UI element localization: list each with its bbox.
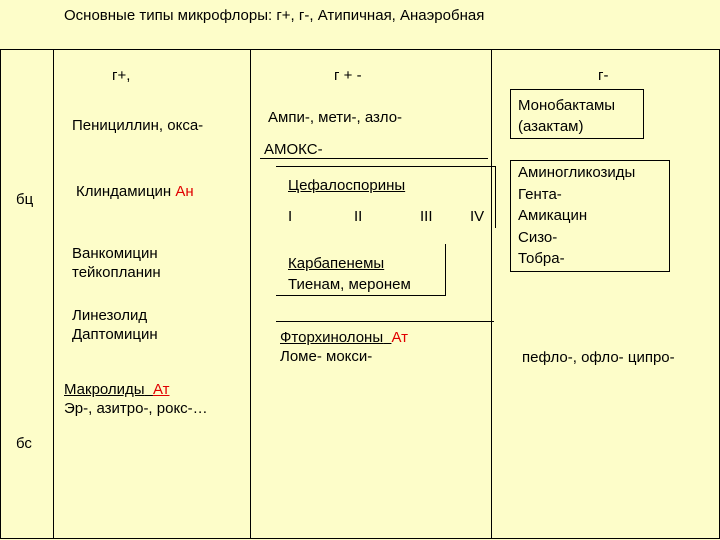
- macrolides-box-edge: [250, 375, 251, 405]
- vancomycin-text: Ванкомицин: [72, 245, 158, 262]
- row-label-divider: [53, 49, 54, 539]
- amikacin-text: Амикацин: [518, 207, 588, 224]
- carbapenems-list: Тиенам, меронем: [288, 276, 411, 293]
- fluoroquinolones-list-2: пефло-, офло- ципро-: [522, 349, 675, 366]
- linezolid-text: Линезолид: [72, 307, 148, 324]
- header-gram-neg: г-: [598, 67, 609, 84]
- page-title: Основные типы микрофлоры: г+, г-, Атипичная, Анаэробная: [64, 7, 485, 24]
- tobramycin-text: Тобра-: [518, 250, 565, 267]
- macrolides-tag: Ат: [152, 381, 170, 398]
- aztreonam-text: (азактам): [518, 118, 584, 135]
- left-border: [0, 49, 1, 539]
- gen-4: IV: [470, 208, 485, 225]
- macrolides-list: Эр-, азитро-, рокс-…: [64, 400, 208, 417]
- amox-text: АМОКС-: [264, 141, 323, 158]
- gen-2: II: [354, 208, 363, 225]
- fluoroquinolones-tag: Ат: [391, 329, 409, 346]
- gen-3: III: [420, 208, 433, 225]
- fluoroquinolones-line: [280, 328, 408, 347]
- row-label-bc: бц: [16, 191, 34, 208]
- gen-1: I: [288, 208, 293, 225]
- macrolides-text: Макролиды: [64, 381, 145, 398]
- daptomycin-text: Даптомицин: [72, 326, 158, 343]
- penicillin-text: Пенициллин, окса-: [72, 117, 204, 134]
- col2-divider: [491, 49, 492, 539]
- bottom-line: [0, 538, 720, 539]
- aminoglycosides-text: Аминогликозиды: [518, 164, 636, 181]
- fluoroquinolones-list: Ломе- мокси-: [280, 348, 373, 365]
- clindamycin-text: Клиндамицин: [76, 183, 176, 200]
- header-gram-pos-neg: г + -: [334, 67, 362, 84]
- cephalosporins-text: Цефалоспорины: [288, 177, 406, 194]
- header-gram-pos: г+,: [112, 67, 131, 84]
- fluoroquinolones-text: Фторхинолоны: [280, 329, 384, 346]
- monobactams-text: Монобактамы: [518, 97, 616, 114]
- clindamycin-line: [76, 182, 194, 201]
- col1-divider: [250, 49, 251, 539]
- sisomicin-text: Сизо-: [518, 229, 558, 246]
- macrolides-box-spacer: [53, 385, 250, 409]
- header-top-line: [0, 49, 720, 50]
- gentamicin-text: Гента-: [518, 186, 562, 203]
- carbapenems-text: Карбапенемы: [288, 255, 385, 272]
- clindamycin-tag: Ан: [175, 183, 194, 200]
- ampi-text: Ампи-, мети-, азло-: [268, 109, 403, 126]
- teicoplanin-text: тейкопланин: [72, 264, 161, 281]
- row-label-bs: бс: [16, 435, 32, 452]
